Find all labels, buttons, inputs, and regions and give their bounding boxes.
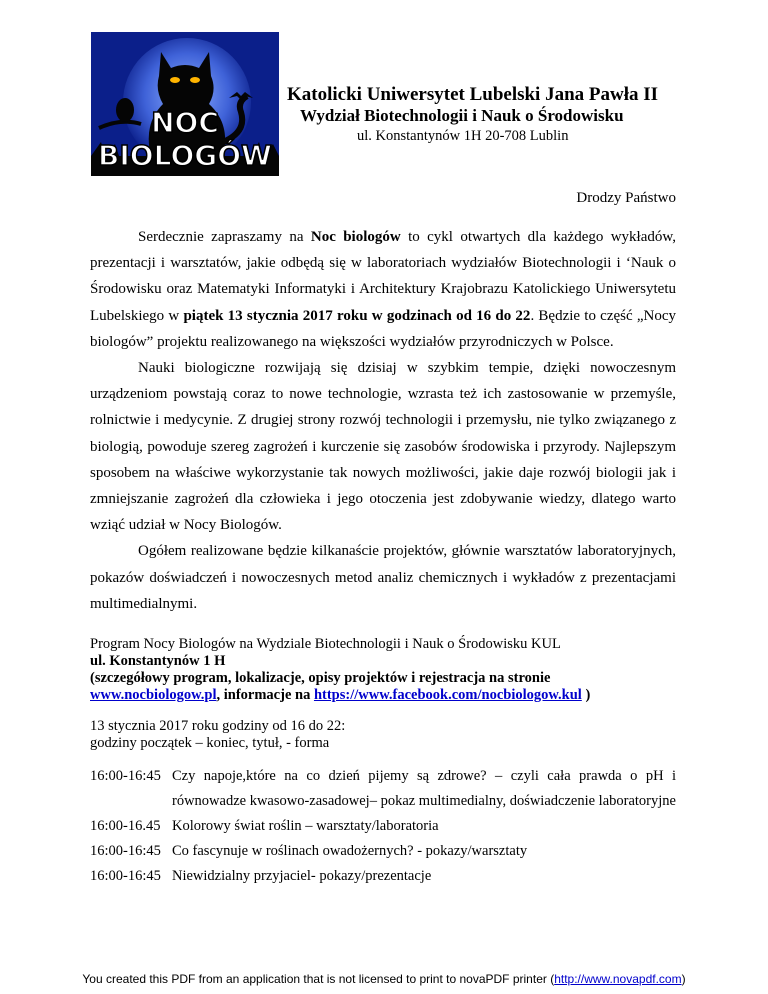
letter-body xyxy=(90,224,676,617)
greeting: Drodzy Państwo xyxy=(576,190,676,206)
facebook-link[interactable]: https://www.facebook.com/nocbiologow.kul xyxy=(313,687,582,703)
paragraph-projects: Ogółem realizowane będzie kilkanaście projektów, głównie warsztatów laboratoryjnych, pokazów doświadczeń i nowoczesnych metod analiz chemicznych i wykładów z prezentacjami multimedialnymi. xyxy=(90,543,676,612)
paragraph-science: Nauki biologiczne rozwijają się dzisiaj w szybkim tempie, dzięki nowoczesnym urządzeniom powstają coraz to nowe technologie, wzrasta też ich zastosowanie w przemyśle, rolnictwie i medycynie. Z drugiej strony rozwój technologii i przemysłu, nie tylko związanego z biologią, powoduje szereg zagrożeń i kurczenie się zasobów środowiska i przyrody. Najlepszym sposobem na właściwe wykorzystanie tak nowych możliwości, jakie daje rozwój biologii jak i zmniejszanie zagrożeń dla człowieka i jego otoczenia jest zdobywanie wiedzy, dlatego warto wziąć udział w Nocy Biologów. xyxy=(90,360,676,534)
logo-text: NOC BIOLOGÓW xyxy=(98,106,272,172)
schedule-item xyxy=(90,764,676,814)
schedule-item xyxy=(90,864,676,889)
schedule-description: Co fascynuje w roślinach owadożernych? - pokazy/warsztaty xyxy=(172,843,528,859)
schedule-legend: godziny początek – koniec, tytuł, - forma xyxy=(90,735,330,751)
program-info xyxy=(90,636,690,704)
schedule-time: 16:00-16.45 xyxy=(90,818,161,834)
schedule-time: 16:00-16:45 xyxy=(90,843,161,859)
program-links: www.nocbiologow.pl, informacje na https://www.facebook.com/nocbiologow.kul ) xyxy=(90,687,591,703)
noc-biologow-logo xyxy=(91,32,279,176)
event-name: Noc biologów xyxy=(310,229,401,245)
pdf-watermark-footer: You created this PDF from an application that is not licensed to print to novaPDF printer (http://www.novapdf.com) xyxy=(82,972,686,986)
schedule-time: 16:00-16:45 xyxy=(90,868,161,884)
program-title: Program Nocy Biologów na Wydziale Biotechnologii i Nauk o Środowisku KUL xyxy=(90,636,561,652)
faculty-address: ul. Konstantynów 1H 20-708 Lublin xyxy=(357,128,569,144)
university-name: Katolicki Uniwersytet Lubelski Jana Pawła II xyxy=(287,84,659,105)
schedule-item xyxy=(90,814,676,839)
schedule-item xyxy=(90,839,676,864)
program-address: ul. Konstantynów 1 H xyxy=(90,653,226,669)
paragraph-invitation: Serdecznie zapraszamy na Noc biologów to cykl otwartych dla każdego wykładów, prezentacji i warsztatów, jakie odbędą się w laboratoriach wydziałów Biotechnologii i ‘Nauk o Środowisku oraz Matematyki Informatyki i Architektury Krajobrazu Katolickiego Uniwersytetu Lubelskiego w piątek 13 stycznia 2017 roku w godzinach od 16 do 22. Będzie to część „Nocy biologów” projektu realizowanego na większości wydziałów przyrodniczych w Polsce. xyxy=(90,229,677,350)
program-details: (szczegółowy program, lokalizacje, opisy projektów i rejestracja na stronie xyxy=(90,670,551,686)
faculty-name: Wydział Biotechnologii i Nauk o Środowisku xyxy=(300,106,624,125)
schedule-description: Niewidzialny przyjaciel- pokazy/prezentacje xyxy=(172,868,432,884)
schedule-time: 16:00-16:45 xyxy=(90,768,161,784)
schedule-date: 13 stycznia 2017 roku godziny od 16 do 22: xyxy=(90,718,346,734)
nocbiologow-link[interactable]: www.nocbiologow.pl xyxy=(90,687,217,703)
schedule-description: Kolorowy świat roślin – warsztaty/laboratoria xyxy=(172,818,439,834)
schedule-description: Czy napoje,które na co dzień pijemy są zdrowe? – czyli cała prawda o pH i równowadze kwasowo-zasadowej– pokaz multimedialny, doświadczenie laboratoryjne xyxy=(172,768,676,809)
novapdf-link[interactable]: http://www.novapdf.com xyxy=(554,972,682,986)
event-date: piątek 13 stycznia 2017 roku w godzinach od 16 do 22 xyxy=(183,307,531,324)
schedule-intro xyxy=(90,718,345,752)
schedule-list xyxy=(90,764,676,889)
